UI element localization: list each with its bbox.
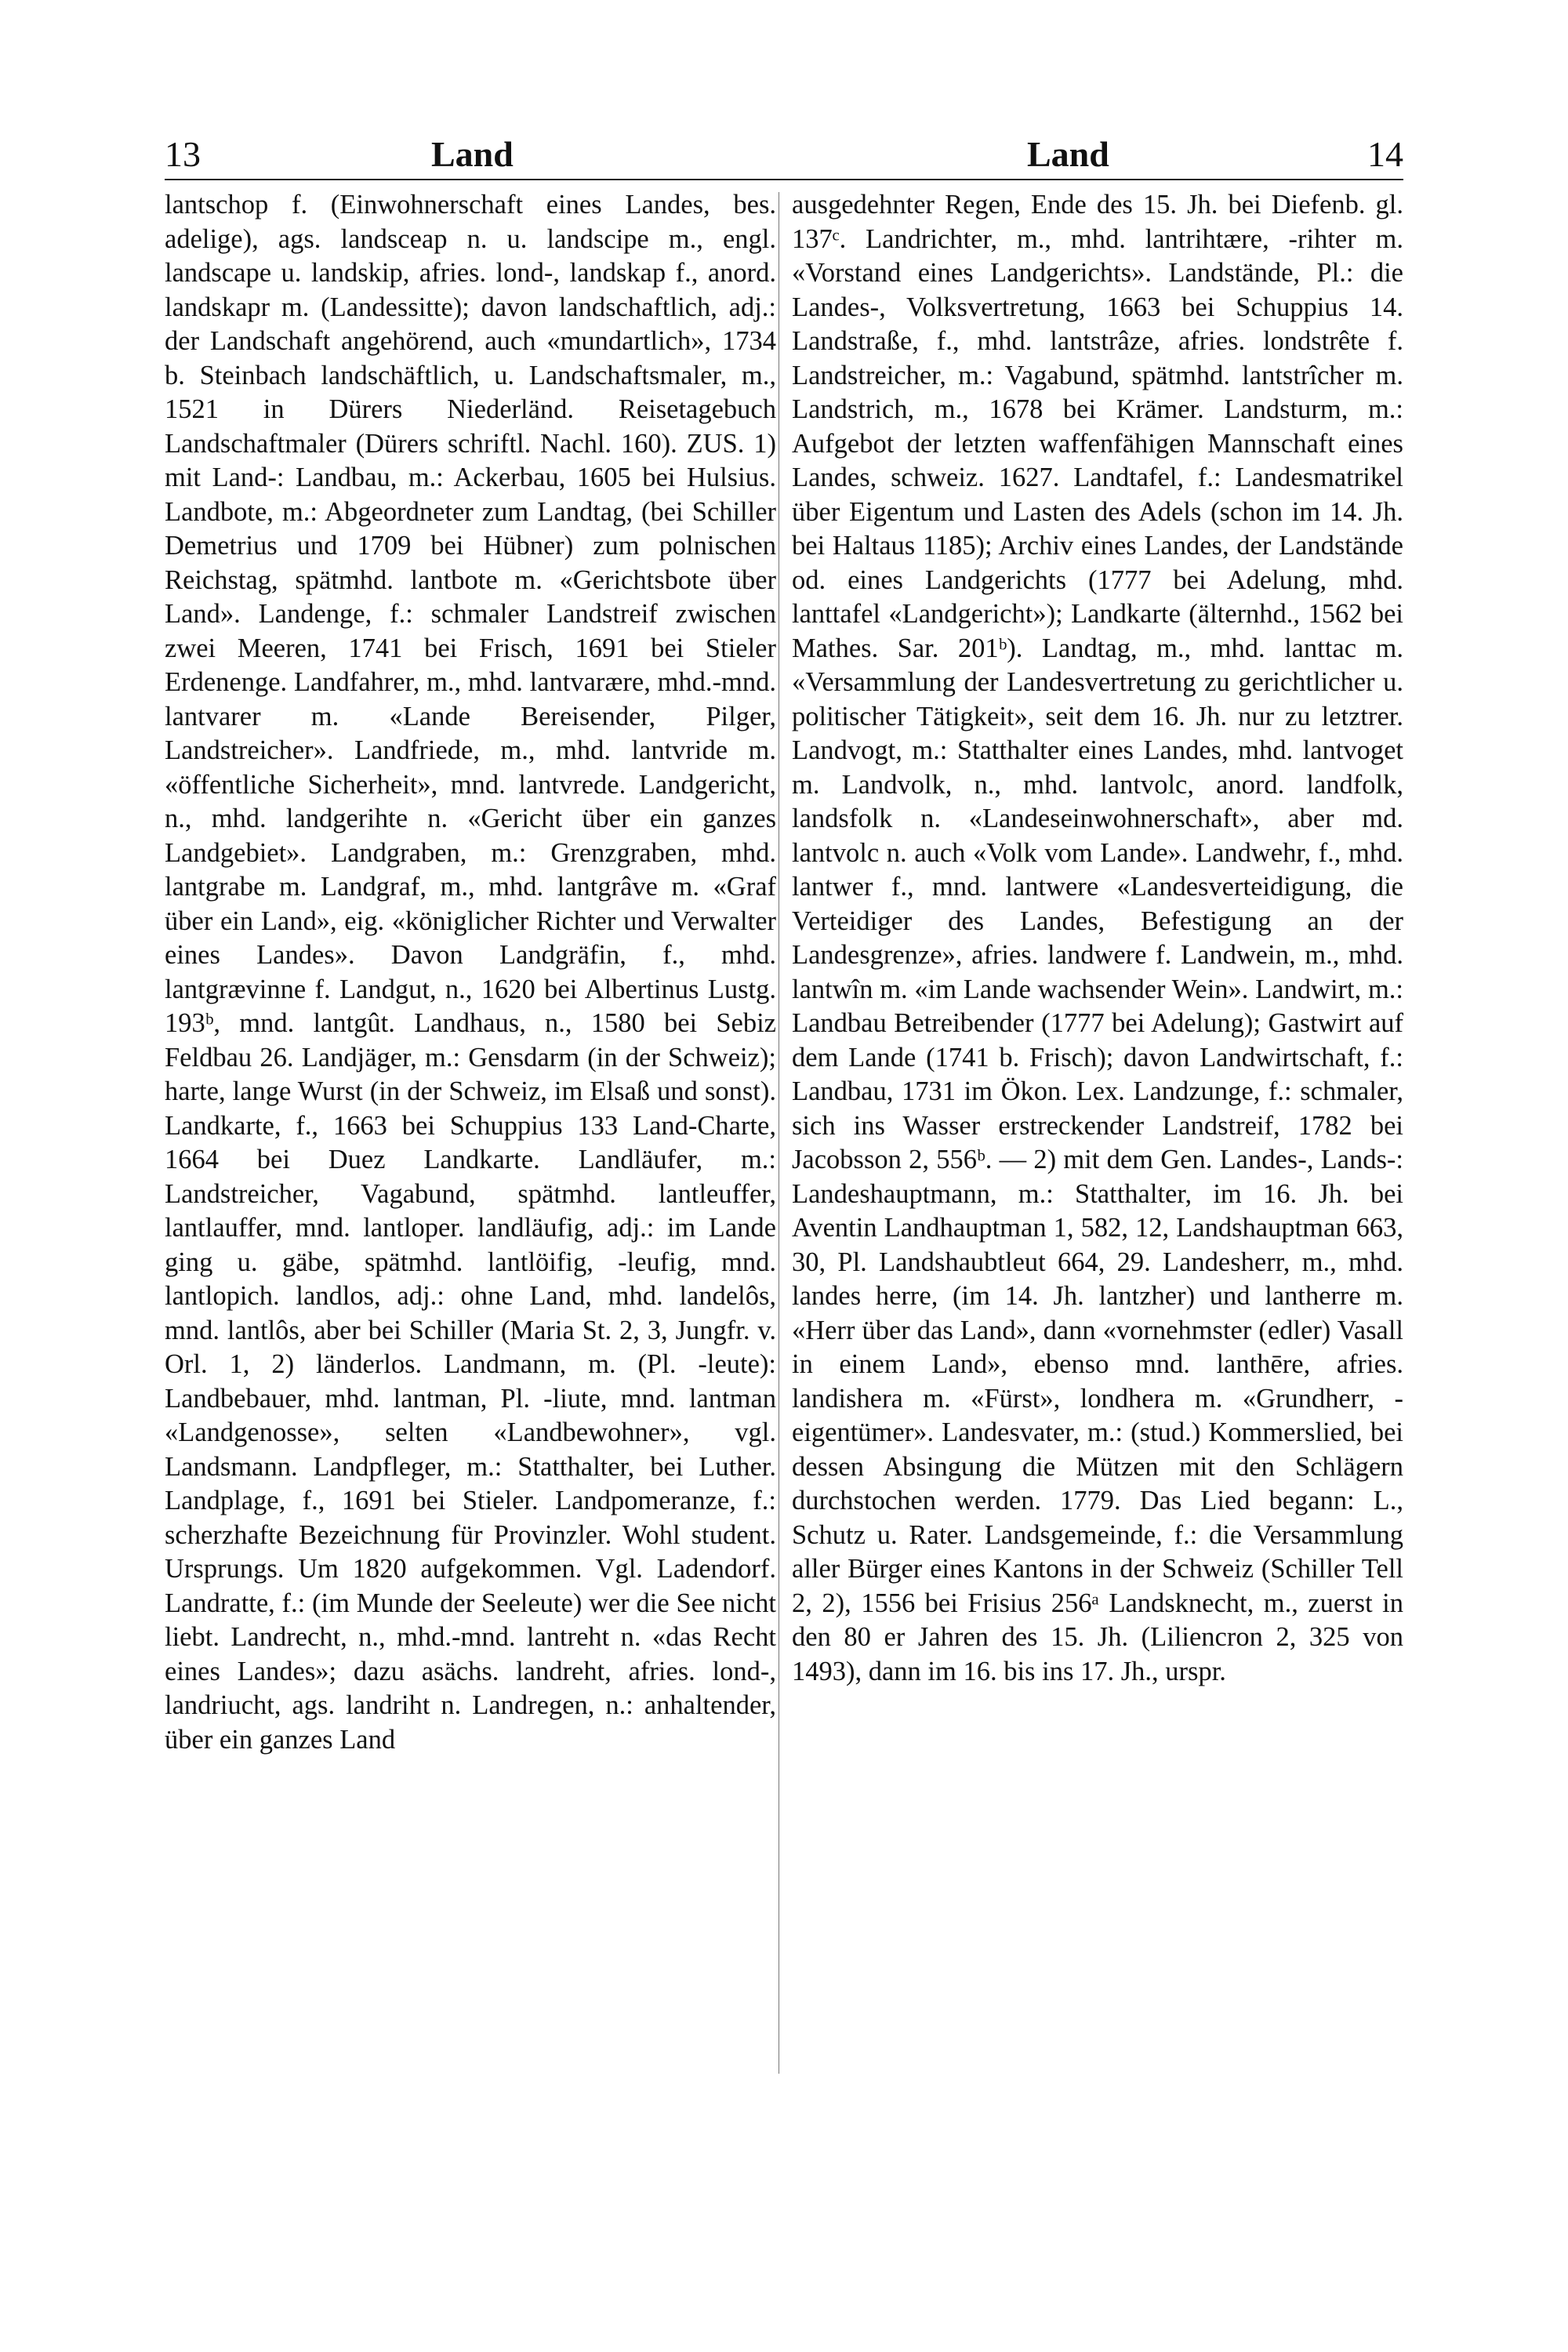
running-headword-left: Land <box>431 134 514 174</box>
right-column <box>792 188 1403 2085</box>
left-column-text: lantschop f. (Einwohnerschaft eines Landes, bes. adelige), ags. landsceap n. u. landscipe m., engl. landscape u. landskip, afries. lond-, landskap f., anord. landskapr m. (Landessitte); davon landschaftlich, adj.: der Landschaft angehörend, auch «mundartlich», 1734 b. Steinbach landschäftlich, u. Landschaftsmaler, m., 1521 in Dürers Niederländ. Reisetagebuch Landschaftmaler (Dürers schriftl. Nachl. 160). ZUS. 1) mit Land-: Landbau, m.: Ackerbau, 1605 bei Hulsius. Landbote, m.: Abgeordneter zum Landtag, (bei Schiller Demetrius und 1709 bei Hübner) zum polnischen Reichstag, spätmhd. lantbote m. «Gerichtsbote über Land». Landenge, f.: schmaler Landstreif zwischen zwei Meeren, 1741 bei Frisch, 1691 bei Stieler Erdenenge. Landfahrer, m., mhd. lantvarære, mhd.-mnd. lantvarer m. «Lande Bereisender, Pilger, Landstreicher». Landfriede, m., mhd. lantvride m. «öffentliche Sicherheit», mnd. lantvrede. Landgericht, n., mhd. landgerihte n. «Gericht über ein ganzes Landgebiet». Landgraben, m.: Grenzgraben, mhd. lantgrabe m. Landgraf, m., mhd. lantgrâve m. «Graf über ein Land», eig. «königlicher Richter und Verwalter eines Landes». Davon Landgräfin, f., mhd. lantgrævinne f. Landgut, n., 1620 bei Albertinus Lustg. 193ᵇ, mnd. lantgût. Landhaus, n., 1580 bei Sebiz Feldbau 26. Landjäger, m.: Gensdarm (in der Schweiz); harte, lange Wurst (in der Schweiz, im Elsaß und sonst). Landkarte, f., 1663 bei Schuppius 133 Land-Charte, 1664 bei Duez Landkarte. Landläufer, m.: Landstreicher, Vagabund, spätmhd. lantleuffer, lantlauffer, mnd. lantloper. landläufig, adj.: im Lande ging u. gäbe, spätmhd. lantlöifig, -leufig, mnd. lantlopich. landlos, adj.: ohne Land, mhd. landelôs, mnd. lantlôs, aber bei Schiller (Maria St. 2, 3, Jungfr. v. Orl. 1, 2) länderlos. Landmann, m. (Pl. -leute): Landbebauer, mhd. lantman, Pl. -liute, mnd. lantman «Landgenosse», selten «Landbewohner», vgl. Landsmann. Landpfleger, m.: Statthalter, bei Luther. Landplage, f., 1691 bei Stieler. Landpomeranze, f.: scherzhafte Bezeichnung für Provinzler. Wohl student. Ursprungs. Um 1820 aufgekommen. Vgl. Ladendorf. Landratte, f.: (im Munde der Seeleute) wer die See nicht liebt. Landrecht, n., mhd.-mnd. lantreht n. «das Recht eines Landes»; dazu asächs. landreht, afries. lond-, landriucht, ags. landriht n. Landregen, n.: anhaltender, über ein ganzes Land <box>165 190 776 1755</box>
page-number-right: 14 <box>1367 134 1403 174</box>
left-column <box>165 188 776 2085</box>
running-headword-right: Land <box>1027 134 1109 174</box>
page-number-left: 13 <box>165 134 201 174</box>
right-column-text: ausgedehnter Regen, Ende des 15. Jh. bei Diefenb. gl. 137ᶜ. Landrichter, m., mhd. lantrihtære, -rihter m. «Vorstand eines Landgerichts». Landstände, Pl.: die Landes-, Volksvertretung, 1663 bei Schuppius 14. Landstraße, f., mhd. lantstrâze, afries. londstrête f. Landstreicher, m.: Vagabund, spätmhd. lantstrîcher m. Landstrich, m., 1678 bei Krämer. Landsturm, m.: Aufgebot der letzten waffenfähigen Mannschaft eines Landes, schweiz. 1627. Landtafel, f.: Landesmatrikel über Eigentum und Lasten des Adels (schon im 14. Jh. bei Haltaus 1185); Archiv eines Landes, der Landstände od. eines Landgerichts (1777 bei Adelung, mhd. lanttafel «Landgericht»); Landkarte (älternhd., 1562 bei Mathes. Sar. 201ᵇ). Landtag, m., mhd. lanttac m. «Versammlung der Landesvertretung zu gerichtlicher u. politischer Tätigkeit», seit dem 16. Jh. nur zu letztrer. Landvogt, m.: Statthalter eines Landes, mhd. lantvoget m. Landvolk, n., mhd. lantvolc, anord. landfolk, landsfolk n. «Landeseinwohnerschaft», aber md. lantvolc n. auch «Volk vom Lande». Landwehr, f., mhd. lantwer f., mnd. lantwere «Landesverteidigung, die Verteidiger des Landes, Befestigung an der Landesgrenze», afries. landwere f. Landwein, m., mhd. lantwîn m. «im Lande wachsender Wein». Landwirt, m.: Landbau Betreibender (1777 bei Adelung); Gastwirt auf dem Lande (1741 b. Frisch); davon Landwirtschaft, f.: Landbau, 1731 im Ökon. Lex. Landzunge, f.: schmaler, sich ins Wasser erstreckender Landstreif, 1782 bei Jacobsson 2, 556ᵇ. — 2) mit dem Gen. Landes-, Lands-: Landeshauptmann, m.: Statthalter, im 16. Jh. bei Aventin Landhauptman 1, 582, 12, Landshauptman 663, 30, Pl. Landshaubtleut 664, 29. Landesherr, m., mhd. landes herre, (im 14. Jh. lantzher) und lantherre m. «Herr über das Land», dann «vornehmster (edler) Vasall in einem Land», ebenso mnd. lanthēre, afries. landishera m. «Fürst», londhera m. «Grundherr, -eigentümer». Landesvater, m.: (stud.) Kommerslied, bei dessen Absingung die Mützen mit den Schlägern durchstochen werden. 1779. Das Lied begann: L., Schutz u. Rater. Landsgemeinde, f.: die Versammlung aller Bürger eines Kantons in der Schweiz (Schiller Tell 2, 2), 1556 bei Frisius 256ᵃ Landsknecht, m., zuerst in den 80 er Jahren des 15. Jh. (Liliencron 2, 325 von 1493), dann im 16. bis ins 17. Jh., urspr. <box>792 190 1403 1686</box>
running-header <box>165 124 1403 180</box>
